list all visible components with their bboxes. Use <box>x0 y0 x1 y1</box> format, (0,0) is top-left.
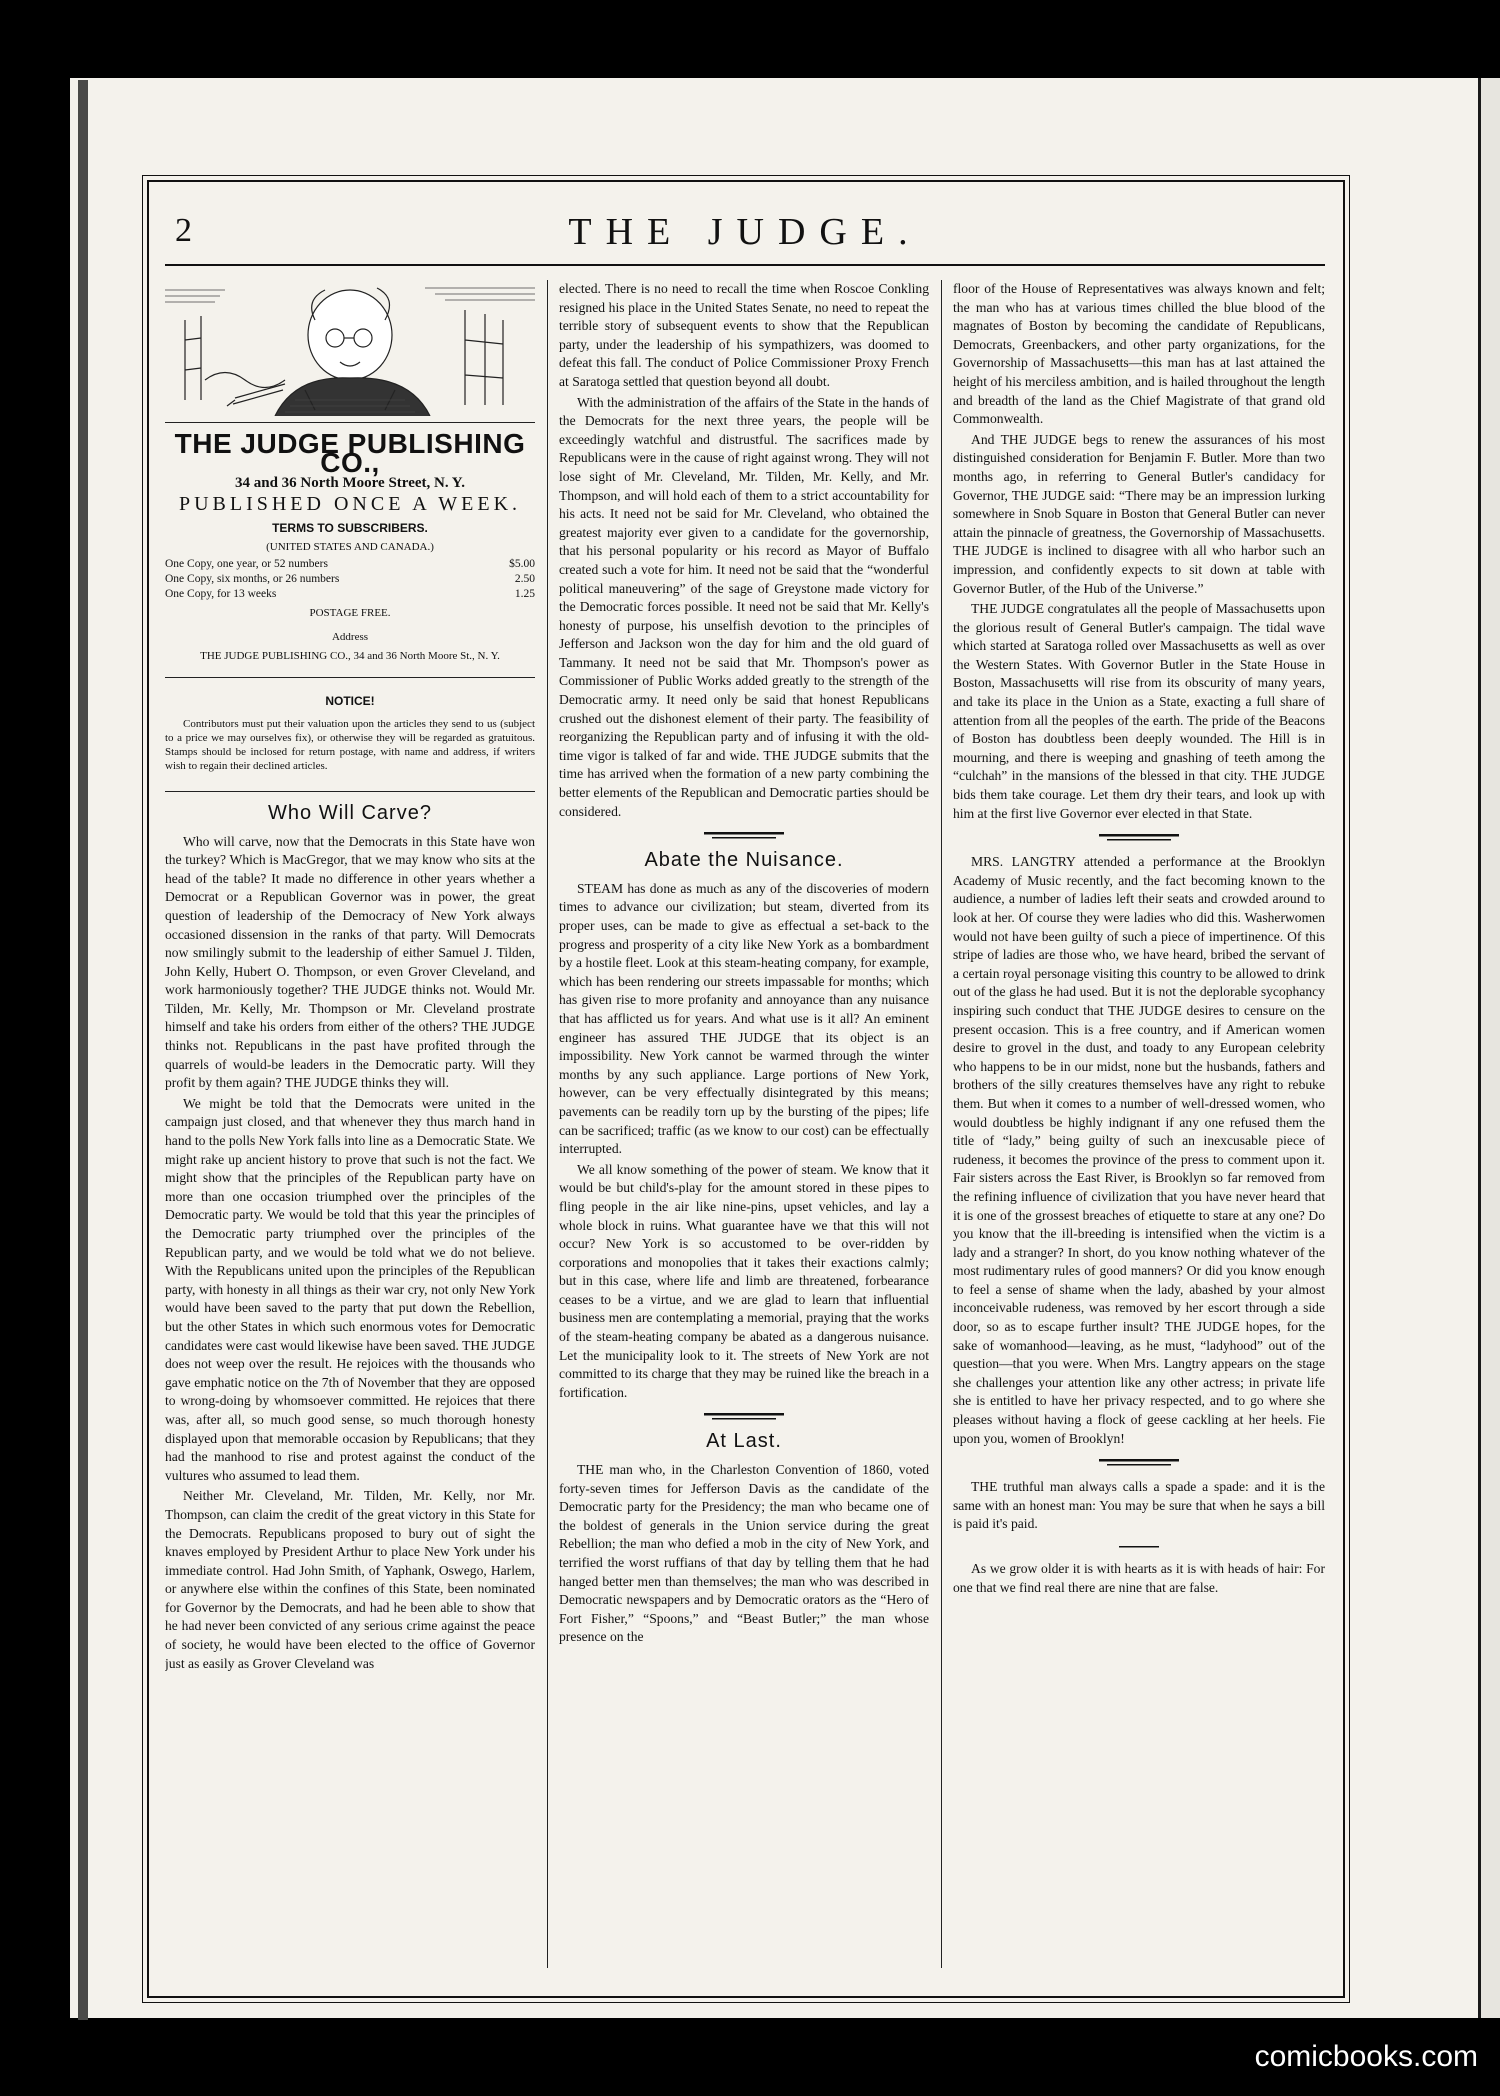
masthead-title: THE JUDGE. <box>568 211 922 253</box>
section-ornament <box>704 1412 784 1422</box>
terms-heading: TERMS TO SUBSCRIBERS. <box>272 521 428 536</box>
article-paragraph: Neither Mr. Cleveland, Mr. Tilden, Mr. Kelly, nor Mr. Thompson, can claim the credit of the great victory in this State for the Democrats. Republicans proposed to bury out of sight the knaves employed by President Arthur to place New York under his immediate control. Had John Smith, of Yaphank, Oswego, Harlem, or anywhere else within the confines of this State, been nominated for Governor by the Democrats, and had he been able to show that he had never been convicted of any serious crime against the peace of society, he would have been elected to the office of Governor just as easily as Grover Cleveland was <box>165 1488 535 1671</box>
article-paragraph: And THE JUDGE begs to renew the assurances of his most distinguished consideration for Benjamin F. Butler. More than two months ago, in referring to General Butler's candidacy for Governor, THE JUDGE said: “There may be an impression lurking somewhere in Snob Square in Boston that General Butler can never attain the pinnacle of greatness, the Governorship of Massachusetts. THE JUDGE is inclined to disagree with all who harbor such an impression, and confidently expects to sit down at table with Governor Butler, of the Hub of the Universe.” <box>953 431 1325 596</box>
masthead-rule <box>165 264 1325 266</box>
rule <box>165 422 535 423</box>
site-watermark: comicbooks.com <box>1254 2040 1478 2073</box>
rate-row: One Copy, for 13 weeks 1.25 <box>165 587 535 600</box>
article-paragraph: STEAM has done as much as any of the discoveries of modern times to advance our civilization; but steam, diverted from its proper uses, can be made to give as effectual a set-back to the progress and prosperity of a city like New York as a bombardment by a hostile fleet. Look at this steam-heating company, for example, which has been rendering our streets impassable for months; which has given rise to more profanity and annoyance than any nuisance that has afflicted us for years. And what use is it all? An eminent engineer has assured THE JUDGE that its object is an impossibility. New York cannot be warmed through the winter months by any such appliance. Large portions of New York, however, can be very effectually disintegrated by this means; pavements can be readily torn up by the bursting of the pipes; life can be sacrificed; traffic (as we know to our cost) can be effectually interrupted. <box>559 880 929 1157</box>
rule <box>165 677 535 678</box>
article-paragraph: floor of the House of Representatives was always known and felt; the man who has at various times chilled the blue blood of the magnates of Boston by becoming the candidate of Republicans, Democrats, Greenbackers, and other party organizations, for the Governorship of Massachusetts—this man has at last attained the height of his merciless ambition, and is hailed throughout the length and breadth of the land as the Chief Magistrate of that grand old Commonwealth. <box>953 281 1325 427</box>
page-number: 2 <box>175 212 192 249</box>
section-ornament <box>704 831 784 841</box>
article-paragraph: THE man who, in the Charleston Convention of 1860, voted forty-seven times for Jefferson Davis as the candidate of the Democratic party for the Presidency; the man who became one of the boldest of generals in the Union service during the great Rebellion; the man who defied a mob in the city of New York, and terrified the worst ruffians of that day by telling them that he had hanged better men than themselves; the man who was described in Democratic newspapers and by Democratic orators as the “Hero of Fort Fisher,” “Spoons,” and “Beast Butler;” the man whose presence on the <box>559 1462 929 1645</box>
column-3 <box>953 280 1325 1599</box>
article-title: Abate the Nuisance. <box>644 849 844 872</box>
address-label: Address <box>331 631 369 644</box>
section-ornament <box>1099 833 1179 843</box>
judge-illustration <box>165 280 535 416</box>
article-paragraph: We all know something of the power of steam. We know that it would be but child's-play for the amount stored in these pipes to fling people in the air like nine-pins, upset vehicles, and lay a whole block in ruins. What guarantee have we that this will not occur? New York is so accustomed to be over-ridden by corporations and monopolies that it takes their exactions calmly; but in this case, where life and limb are threatened, forbearance ceases to be a virtue, and we are glad to learn that influential business men are contemplating a memorial, praying that the works of the steam-heating company be abated as a dangerous nuisance. Let the municipality look to it. The streets of New York are not committed to its charge that they may be ruined like the breach in a fortification. <box>559 1161 929 1400</box>
address-line: THE JUDGE PUBLISHING CO., 34 and 36 North Moore St., N. Y. <box>200 649 500 662</box>
page-content <box>165 196 1325 1982</box>
section-ornament <box>1099 1458 1179 1468</box>
rule <box>165 791 535 792</box>
article-paragraph: Who will carve, now that the Democrats in this State have won the turkey? Which is MacGregor, that we may know who sits at the head of the table? It made no difference in other years whether a Democrat or a Republican Governor was in power, the great question of leadership of the Democracy of New York always occasioned dissension in the ranks of that party. Will Democrats now smilingly submit to the leadership of either Samuel J. Tilden, John Kelly, Hubert O. Thompson, or even Grover Cleveland, and work harmoniously together? THE JUDGE thinks not. Would Mr. Tilden, Mr. Kelly, Mr. Thompson or Mr. Cleveland prostrate himself and take his orders from either of the others? THE JUDGE thinks not. Republicans in the past have profited through the quarrels of would-be leaders in the Democratic party. Will they profit by them again? THE JUDGE thinks they will. <box>165 833 535 1091</box>
article-paragraph: We might be told that the Democrats were united in the campaign just closed, and that whenever they thus march hand in hand to the polls New York falls into line as a Democratic State. We might rake up ancient history to prove that such is not the fact. We might show that the principles of the Republican party have on more than one occasion triumphed over the principles of the Democratic party. We would be told that this year the principles of the Democratic party triumphed over the principles of the Republican party, and we would be told what we do not believe. With the Republicans united upon the principles of the Republican party, with honesty in all things as their war cry, not only New York would have been saved to the party that put down the Rebellion, but the other States in which such enormous votes for Democratic candidates were cast would likewise have been saved. THE JUDGE does not weep over the result. He rejoices with the thousands who gave emphatic notice on the 7th of November that they are opposed to wrong-doing by whomsoever committed. He rejoices that there was, after all, so much good sense, so much thorough honesty displayed upon that memorable occasion by Republicans; that they had the manhood to rise and protest against the conduct of the vultures who assumed to lead them. <box>165 1095 535 1483</box>
publisher-address: 34 and 36 North Moore Street, N. Y. <box>235 475 465 492</box>
notice-heading: NOTICE! <box>325 694 375 709</box>
article-paragraph: THE truthful man always calls a spade a spade: and it is the same with an honest man: You may be sure that when he says a bill is paid it's paid. <box>953 1479 1325 1532</box>
binding-edge <box>78 80 88 2020</box>
section-ornament <box>1099 1544 1179 1550</box>
rate-row: One Copy, six months, or 26 numbers 2.50 <box>165 572 535 585</box>
column-2 <box>559 280 929 1649</box>
column-1 <box>165 280 535 1675</box>
article-title: Who Will Carve? <box>268 801 432 824</box>
publisher-name: THE JUDGE PUBLISHING CO., <box>174 428 526 478</box>
article-paragraph: With the administration of the affairs of the State in the hands of the Democrats for the next three years, the people will be exceedingly watchful and distrustful. The sacrifices made by Republicans were in the cause of right against wrong. They will not lose sight of Mr. Cleveland, Mr. Tilden, Mr. Kelly, and Mr. Thompson, and will hold each of them to a strict accountability for his acts. It need not be said for Mr. Cleveland, who obtained the greatest majority ever given to a candidate for the governorship, that his personal popularity or his record as Mayor of Buffalo created such a vote for him. It need not be said that the “wonderful political maneuvering” of the sage of Greystone made victory for the Democratic forces possible. It need not be said that Mr. Kelly's honesty of purpose, his unselfish devotion to the principles of Jefferson and Jackson won the day for him and the old guard of Tammany. It need not be said that Mr. Thompson's power as Commissioner of Public Works added greatly to the strength of the Democratic army. It need only be said that honest Republicans crushed out the dishonest element of their party. The feasibility of reorganizing the Republican party and of infusing it with the old-time vigor is talked of far and wide. THE JUDGE submits that the time has arrived when the formation of a new party combining the better elements of the Republican and Democratic parties should be considered. <box>559 394 929 819</box>
article-paragraph: MRS. LANGTRY attended a performance at the Brooklyn Academy of Music recently, and the fact becoming known to the audience, a number of ladies left their seats and crowded around to look at her. Of course they were ladies who did this. Washerwomen would not have been guilty of such a piece of impertinence. Of this stripe of ladies are those who, we have heard, bribed the servant of a certain royal personage visiting this country to be allowed to drink out of the glass he had used. But it is not the deplorable sycophancy inspiring such conduct that THE JUDGE desires to censure on the present occasion. This is a free country, and if American women desire to grovel in the dust, and toady to any European celebrity who happens to be in our midst, none but the husbands, fathers and brothers of the silly creatures themselves have any right to rebuke them. But when it comes to a number of well-dressed women, who would doubtless be highly indignant if any one refused them the title of “lady,” being guilty of such an inexcusable piece of rudeness, it becomes the province of the press to comment upon it. Fair sisters across the East River, is Brooklyn so far removed from the refining influence of civilization that you have never heard that it is one of the grossest breaches of etiquette to stare at any one? Do you know that the ill-breeding is intensified when the victim is a lady and a stranger? In short, do you know nothing whatever of the most rudimentary rules of good manners? Or did you know enough to feel a sense of shame when the lady, abashed by your almost inconceivable rudeness, was removed by her escort through a side door, so as to escape further insult? THE JUDGE hopes, for the sake of womanhood—leaving, as he must, “ladyhood” out of the question—that you were. When Mrs. Langtry appears on the stage she challenges your attention like any other actress; in private life she is entitled to have her privacy respected, and to go where she pleases without having a flock of geese cackling at her heels. Fie upon you, women of Brooklyn! <box>953 854 1325 1446</box>
adjacent-page-edge <box>1478 78 1500 2018</box>
terms-subheading: (UNITED STATES AND CANADA.) <box>266 540 434 553</box>
article-title: At Last. <box>706 1430 782 1453</box>
rate-row: One Copy, one year, or 52 numbers $5.00 <box>165 557 535 570</box>
postage-note: POSTAGE FREE. <box>309 606 391 619</box>
column-rule <box>941 280 942 1968</box>
publication-frequency: PUBLISHED ONCE A WEEK. <box>178 492 522 515</box>
article-paragraph: elected. There is no need to recall the time when Roscoe Conkling resigned his place in the United States Senate, no need to repeat the terrible story of subsequent events to show that the Republican party, under the leadership of his sympathizers, was doomed to defeat this fall. The conduct of Police Commissioner Proxy French at Saratoga settled that question beyond all doubt. <box>559 281 929 389</box>
article-paragraph: As we grow older it is with hearts as it is with heads of hair: For one that we find real there are nine that are false. <box>953 1561 1325 1595</box>
notice-text: Contributors must put their valuation upon the articles they send to us (subject to a price we may ourselves fix), or otherwise they will be regarded as gratuitous. Stamps should be inclosed for return postage, with name and address, if writers wish to regain their declined articles. <box>165 717 535 772</box>
column-rule <box>547 280 548 1968</box>
article-paragraph: THE JUDGE congratulates all the people of Massachusetts upon the glorious result of General Butler's campaign. The tidal wave which started at Saratoga rolled over Massachusetts as well as over the Western States. With Governor Butler in the State House in Boston, Massachusetts will rise from its obscurity of many years, and take its place in the Union as a State, exacting a full share of attention from all the peoples of the earth. The pride of the Beacons of Boston has doubtless been deeply wounded. The Hill is in mourning, and there is weeping and gnashing of teeth among the “culchah” in the mansions of the blessed in that city. THE JUDGE bids them take courage. Let them dry their tears, and look up with him at the first live Governor ever elected in that State. <box>953 601 1325 821</box>
